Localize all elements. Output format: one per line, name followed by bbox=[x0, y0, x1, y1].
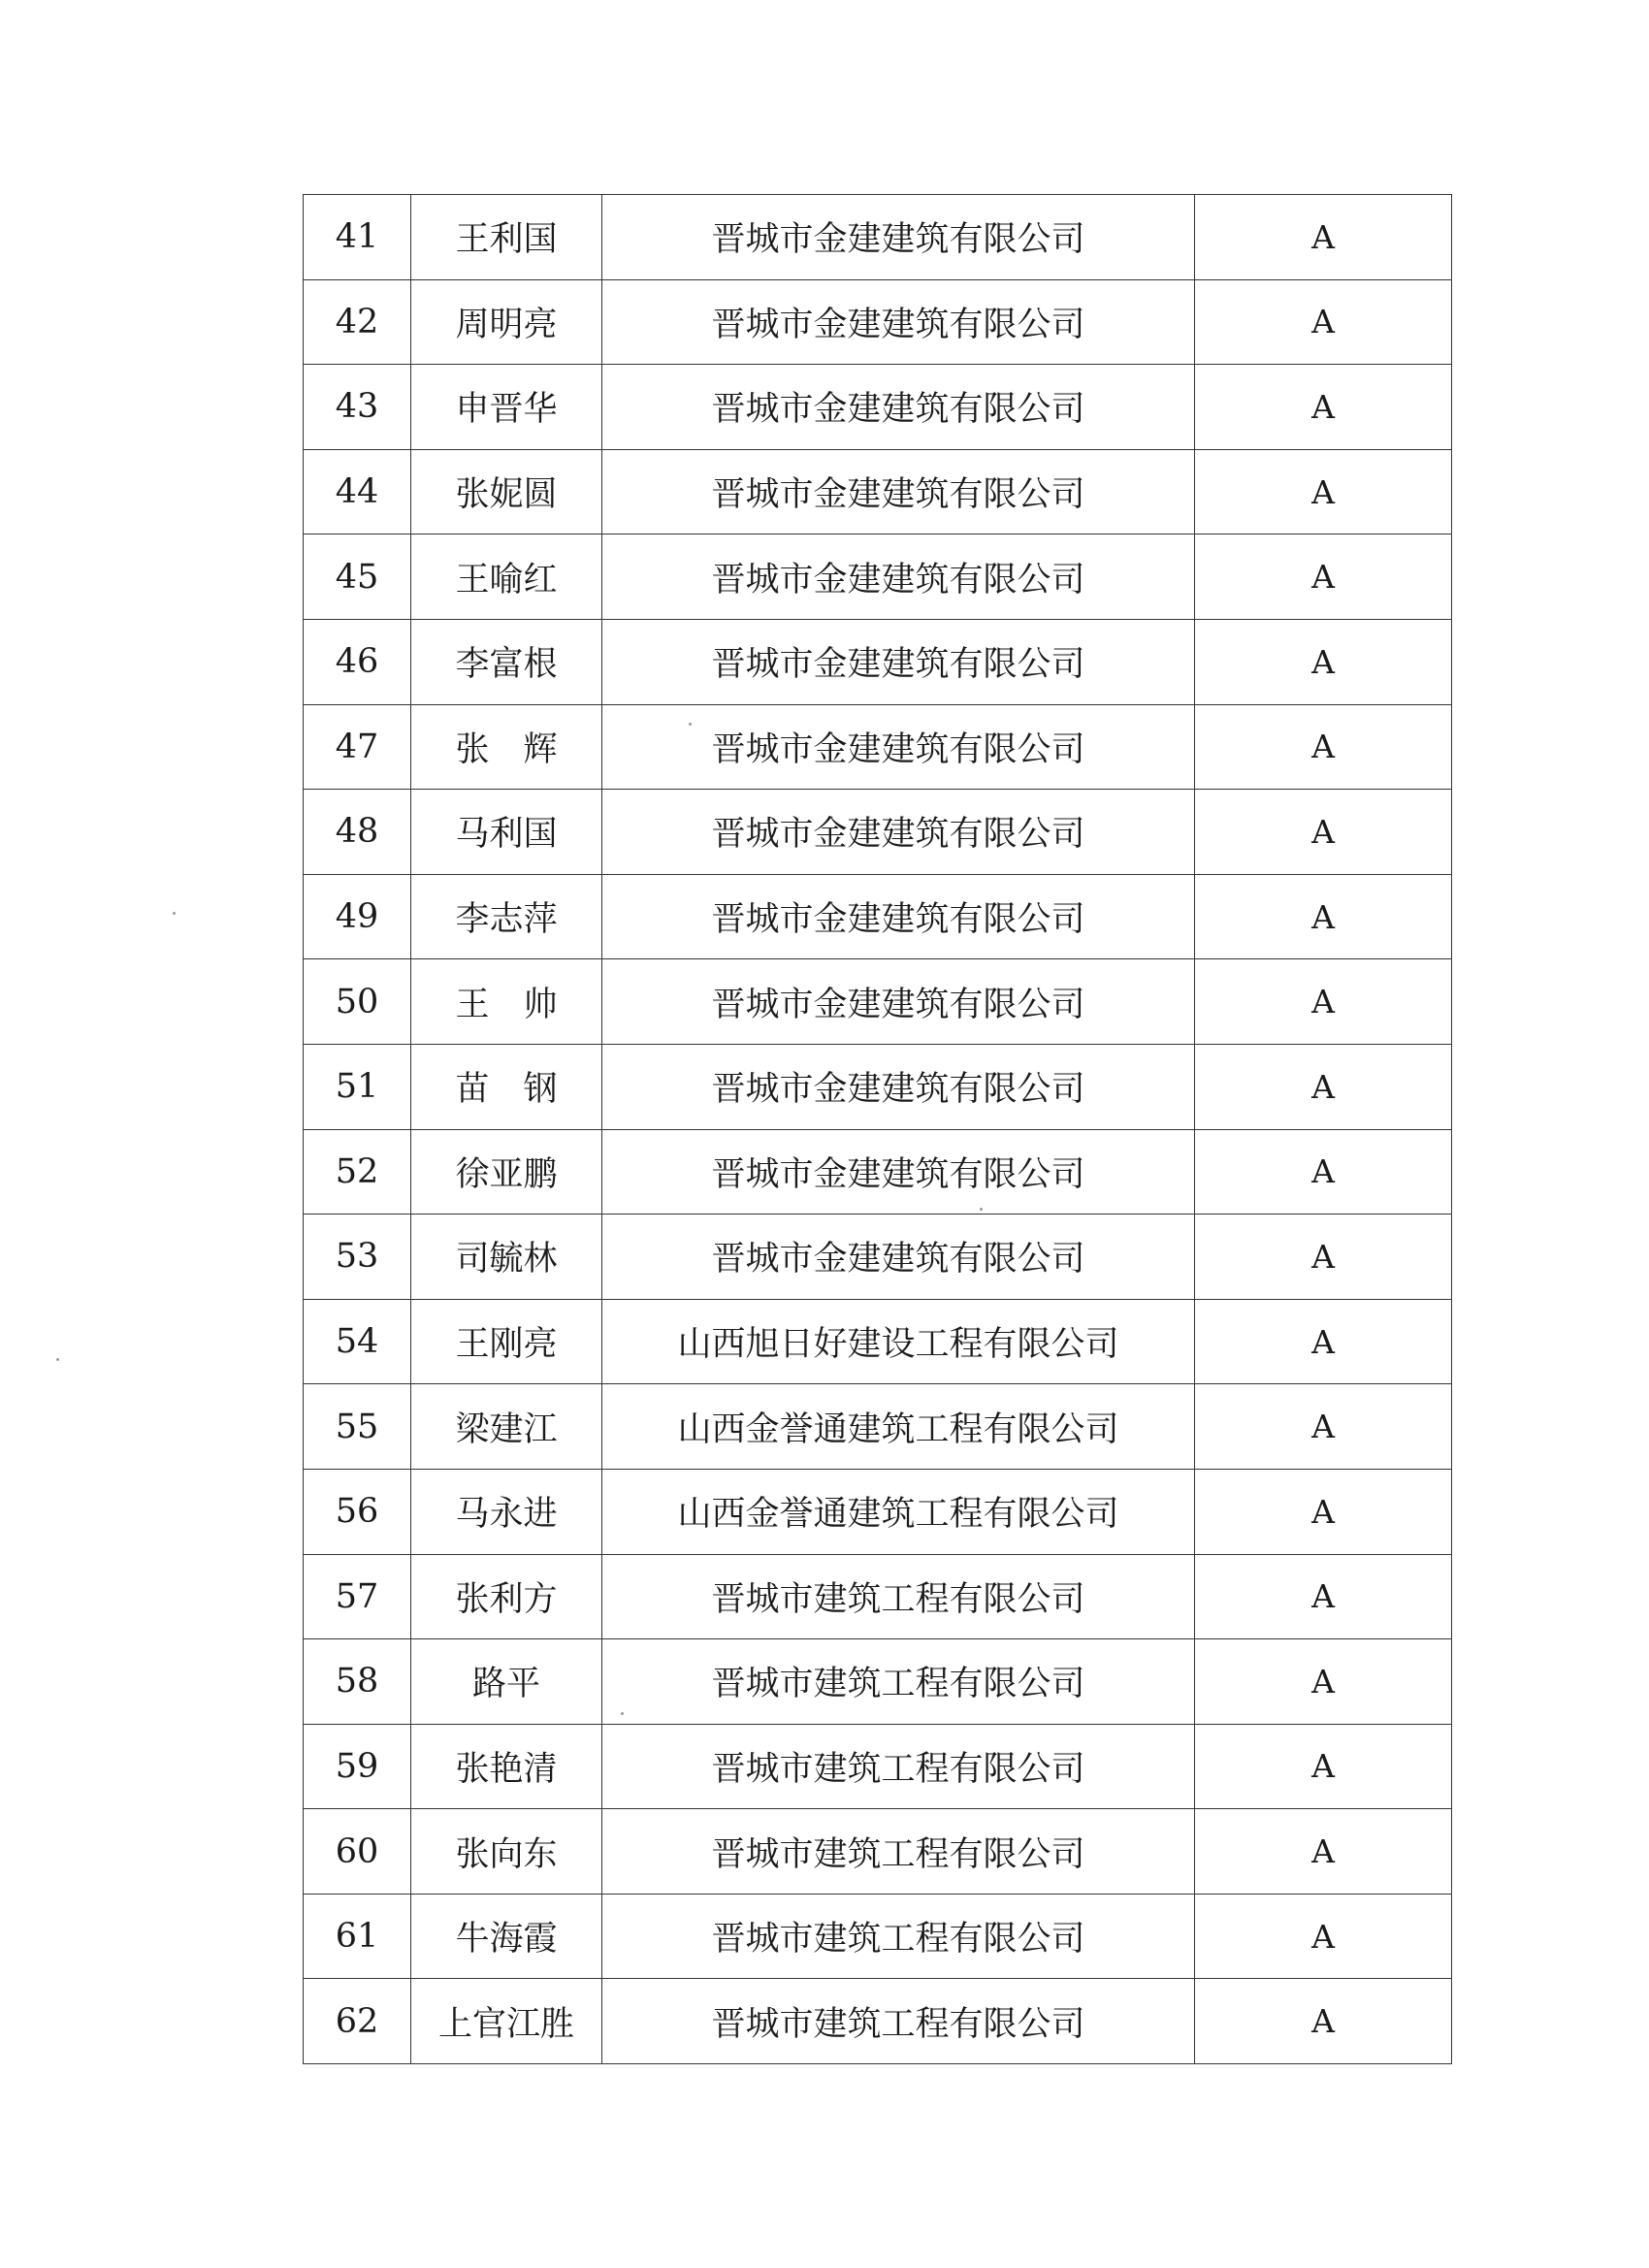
table-row bbox=[304, 1129, 1452, 1215]
table-row bbox=[304, 449, 1452, 535]
grade: A bbox=[1195, 195, 1452, 280]
scan-speck bbox=[56, 1358, 59, 1361]
table-row bbox=[304, 365, 1452, 450]
row-number: 57 bbox=[304, 1554, 411, 1639]
grade: A bbox=[1195, 959, 1452, 1045]
grade: A bbox=[1195, 1299, 1452, 1384]
person-name: 张 辉 bbox=[411, 704, 602, 790]
grade: A bbox=[1195, 1979, 1452, 2064]
person-name: 张艳清 bbox=[411, 1724, 602, 1809]
company-name: 山西金誉通建筑工程有限公司 bbox=[602, 1384, 1195, 1470]
person-name: 李志萍 bbox=[411, 874, 602, 959]
person-name: 马利国 bbox=[411, 790, 602, 875]
person-name: 王 帅 bbox=[411, 959, 602, 1045]
person-name: 王利国 bbox=[411, 195, 602, 280]
grade: A bbox=[1195, 365, 1452, 450]
grade: A bbox=[1195, 790, 1452, 875]
row-number: 60 bbox=[304, 1809, 411, 1895]
grade: A bbox=[1195, 535, 1452, 620]
table-row bbox=[304, 279, 1452, 365]
table-row bbox=[304, 790, 1452, 875]
row-number: 53 bbox=[304, 1215, 411, 1300]
grade: A bbox=[1195, 1894, 1452, 1979]
row-number: 52 bbox=[304, 1129, 411, 1215]
table-row bbox=[304, 704, 1452, 790]
row-number: 42 bbox=[304, 279, 411, 365]
table-row bbox=[304, 1724, 1452, 1809]
table-row bbox=[304, 1044, 1452, 1129]
personnel-table-container bbox=[303, 194, 1447, 2064]
row-number: 59 bbox=[304, 1724, 411, 1809]
table-row bbox=[304, 1979, 1452, 2064]
grade: A bbox=[1195, 279, 1452, 365]
row-number: 50 bbox=[304, 959, 411, 1045]
row-number: 48 bbox=[304, 790, 411, 875]
person-name: 周明亮 bbox=[411, 279, 602, 365]
company-name: 晋城市金建建筑有限公司 bbox=[602, 365, 1195, 450]
company-name: 晋城市建筑工程有限公司 bbox=[602, 1639, 1195, 1725]
table-row bbox=[304, 1554, 1452, 1639]
row-number: 54 bbox=[304, 1299, 411, 1384]
person-name: 张向东 bbox=[411, 1809, 602, 1895]
person-name: 徐亚鹏 bbox=[411, 1129, 602, 1215]
company-name: 晋城市建筑工程有限公司 bbox=[602, 1554, 1195, 1639]
table-row bbox=[304, 1299, 1452, 1384]
table-row bbox=[304, 1639, 1452, 1725]
company-name: 晋城市金建建筑有限公司 bbox=[602, 1129, 1195, 1215]
company-name: 晋城市金建建筑有限公司 bbox=[602, 790, 1195, 875]
grade: A bbox=[1195, 1639, 1452, 1725]
row-number: 58 bbox=[304, 1639, 411, 1725]
company-name: 晋城市金建建筑有限公司 bbox=[602, 1044, 1195, 1129]
grade: A bbox=[1195, 1384, 1452, 1470]
table-row bbox=[304, 1215, 1452, 1300]
grade: A bbox=[1195, 1215, 1452, 1300]
scan-speck bbox=[980, 1208, 983, 1211]
grade: A bbox=[1195, 1469, 1452, 1554]
company-name: 晋城市金建建筑有限公司 bbox=[602, 874, 1195, 959]
row-number: 47 bbox=[304, 704, 411, 790]
table-row bbox=[304, 535, 1452, 620]
company-name: 山西金誉通建筑工程有限公司 bbox=[602, 1469, 1195, 1554]
person-name: 张妮圆 bbox=[411, 449, 602, 535]
table-row bbox=[304, 1469, 1452, 1554]
company-name: 晋城市建筑工程有限公司 bbox=[602, 1809, 1195, 1895]
row-number: 49 bbox=[304, 874, 411, 959]
scan-speck bbox=[173, 912, 176, 915]
row-number: 41 bbox=[304, 195, 411, 280]
row-number: 55 bbox=[304, 1384, 411, 1470]
person-name: 梁建江 bbox=[411, 1384, 602, 1470]
company-name: 晋城市金建建筑有限公司 bbox=[602, 1215, 1195, 1300]
row-number: 43 bbox=[304, 365, 411, 450]
grade: A bbox=[1195, 1129, 1452, 1215]
row-number: 45 bbox=[304, 535, 411, 620]
company-name: 晋城市建筑工程有限公司 bbox=[602, 1724, 1195, 1809]
scan-speck bbox=[621, 1712, 624, 1715]
company-name: 晋城市金建建筑有限公司 bbox=[602, 195, 1195, 280]
row-number: 46 bbox=[304, 619, 411, 704]
person-name: 上官江胜 bbox=[411, 1979, 602, 2064]
row-number: 56 bbox=[304, 1469, 411, 1554]
grade: A bbox=[1195, 1809, 1452, 1895]
company-name: 晋城市金建建筑有限公司 bbox=[602, 279, 1195, 365]
grade: A bbox=[1195, 1554, 1452, 1639]
person-name: 马永进 bbox=[411, 1469, 602, 1554]
person-name: 牛海霞 bbox=[411, 1894, 602, 1979]
company-name: 晋城市建筑工程有限公司 bbox=[602, 1894, 1195, 1979]
table-row bbox=[304, 195, 1452, 280]
grade: A bbox=[1195, 1044, 1452, 1129]
row-number: 51 bbox=[304, 1044, 411, 1129]
person-name: 李富根 bbox=[411, 619, 602, 704]
person-name: 王刚亮 bbox=[411, 1299, 602, 1384]
table-row bbox=[304, 619, 1452, 704]
company-name: 晋城市金建建筑有限公司 bbox=[602, 449, 1195, 535]
company-name: 晋城市建筑工程有限公司 bbox=[602, 1979, 1195, 2064]
grade: A bbox=[1195, 1724, 1452, 1809]
row-number: 44 bbox=[304, 449, 411, 535]
company-name: 山西旭日好建设工程有限公司 bbox=[602, 1299, 1195, 1384]
company-name: 晋城市金建建筑有限公司 bbox=[602, 535, 1195, 620]
row-number: 61 bbox=[304, 1894, 411, 1979]
table-body bbox=[304, 195, 1452, 2064]
table-row bbox=[304, 1809, 1452, 1895]
row-number: 62 bbox=[304, 1979, 411, 2064]
table-row bbox=[304, 874, 1452, 959]
person-name: 王喻红 bbox=[411, 535, 602, 620]
company-name: 晋城市金建建筑有限公司 bbox=[602, 959, 1195, 1045]
table-row bbox=[304, 959, 1452, 1045]
grade: A bbox=[1195, 874, 1452, 959]
table-row bbox=[304, 1384, 1452, 1470]
person-name: 申晋华 bbox=[411, 365, 602, 450]
person-name: 司毓林 bbox=[411, 1215, 602, 1300]
grade: A bbox=[1195, 619, 1452, 704]
table-row bbox=[304, 1894, 1452, 1979]
personnel-table bbox=[303, 194, 1452, 2064]
grade: A bbox=[1195, 449, 1452, 535]
person-name: 苗 钢 bbox=[411, 1044, 602, 1129]
person-name: 张利方 bbox=[411, 1554, 602, 1639]
company-name: 晋城市金建建筑有限公司 bbox=[602, 704, 1195, 790]
company-name: 晋城市金建建筑有限公司 bbox=[602, 619, 1195, 704]
grade: A bbox=[1195, 704, 1452, 790]
scan-speck bbox=[689, 723, 692, 726]
person-name: 路平 bbox=[411, 1639, 602, 1725]
